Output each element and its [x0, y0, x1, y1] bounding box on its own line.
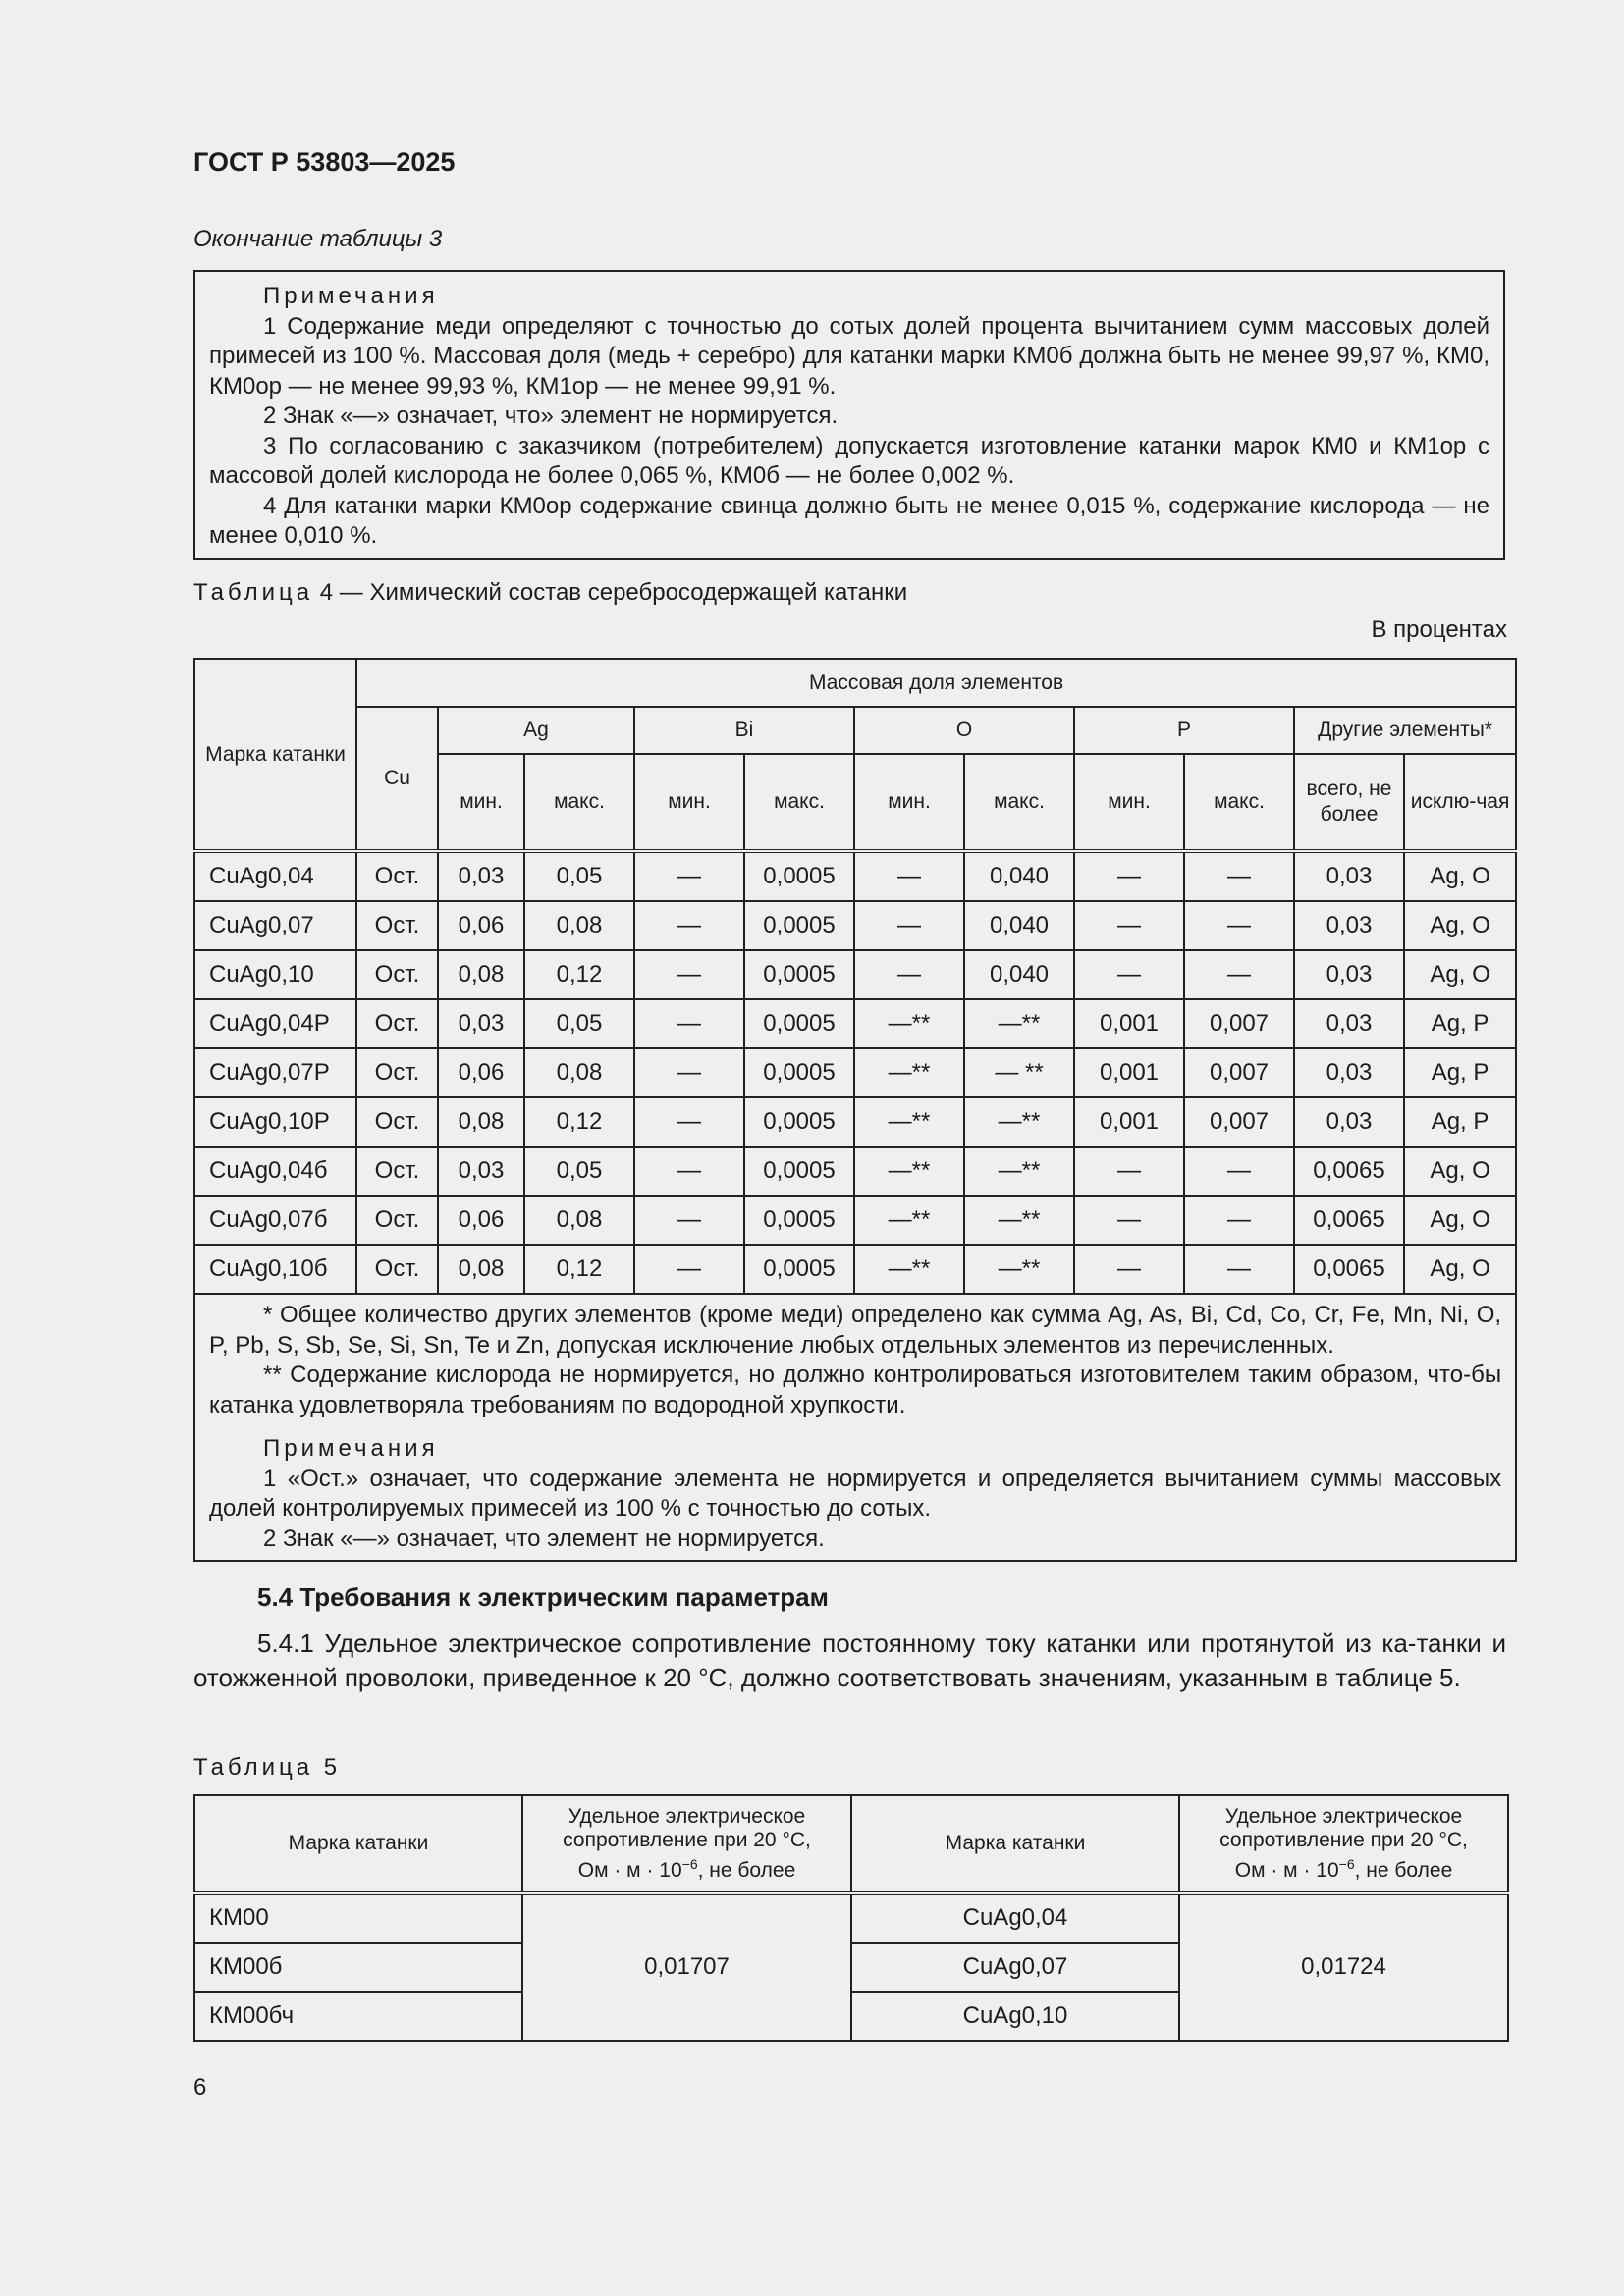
- col-header-ag: Ag: [438, 707, 634, 754]
- cell: Ост.: [356, 851, 438, 901]
- page-number: 6: [193, 2074, 207, 2101]
- cell: —: [634, 1048, 744, 1097]
- col-header-max: макс.: [744, 754, 854, 851]
- table-row: [194, 1147, 1516, 1196]
- col-header-grade: Марка катанки: [194, 1795, 522, 1893]
- cell: —: [854, 901, 964, 950]
- cell: —: [1074, 950, 1184, 999]
- cell: —: [1184, 901, 1294, 950]
- cell: Ag, P: [1404, 1048, 1516, 1097]
- cell: 0,0005: [744, 1048, 854, 1097]
- cell: 0,08: [438, 1097, 524, 1147]
- cell: —: [634, 1147, 744, 1196]
- col-header-min: мин.: [634, 754, 744, 851]
- table3-notes: [193, 270, 1505, 560]
- cell: —: [1074, 851, 1184, 901]
- cell: —: [1184, 851, 1294, 901]
- cell: —**: [964, 1196, 1074, 1245]
- cell: —: [1074, 1245, 1184, 1294]
- cell: 0,007: [1184, 999, 1294, 1048]
- unit-suffix: , не более: [697, 1858, 796, 1882]
- table-row: [194, 1097, 1516, 1147]
- note-item: 4 Для катанки марки КМ0ор содержание свинца должно быть не менее 0,015 %, содержание кислорода — не менее 0,010 %.: [209, 492, 1489, 549]
- table-row: [194, 950, 1516, 999]
- cell: 0,0005: [744, 1097, 854, 1147]
- cell: Ag, O: [1404, 1196, 1516, 1245]
- footnote: ** Содержание кислорода не нормируется, но должно контролироваться изготовителем таким образом, что-бы катанка удовлетворяла требованиям по водородной хрупкости.: [209, 1362, 1502, 1418]
- cell: 0,0005: [744, 1196, 854, 1245]
- cell: 0,12: [524, 1097, 634, 1147]
- table-continuation-label: Окончание таблицы 3: [193, 226, 443, 252]
- unit-exponent: −6: [681, 1855, 698, 1872]
- cell: 0,03: [438, 999, 524, 1048]
- table4-units: В процентах: [1371, 616, 1507, 643]
- col-header-total: всего, не более: [1294, 754, 1404, 851]
- cell: Ост.: [356, 999, 438, 1048]
- cell: 0,03: [1294, 1048, 1404, 1097]
- cell: —**: [964, 1147, 1074, 1196]
- cell: —: [1074, 1196, 1184, 1245]
- table-row: [194, 1196, 1516, 1245]
- cell-grade: CuAg0,10: [851, 1992, 1179, 2041]
- cell: —: [1184, 950, 1294, 999]
- cell: 0,001: [1074, 1048, 1184, 1097]
- cell-grade: CuAg0,10P: [194, 1097, 356, 1147]
- cell: 0,001: [1074, 1097, 1184, 1147]
- col-header-max: макс.: [964, 754, 1074, 851]
- table-row: [194, 1245, 1516, 1294]
- cell: 0,03: [438, 851, 524, 901]
- cell: —**: [854, 1097, 964, 1147]
- cell: 0,06: [438, 1196, 524, 1245]
- cell: —: [1074, 1147, 1184, 1196]
- cell: 0,001: [1074, 999, 1184, 1048]
- table4-chemical-composition: [193, 658, 1517, 1562]
- cell: Ост.: [356, 1048, 438, 1097]
- cell: 0,03: [1294, 851, 1404, 901]
- col-header-grade: Марка катанки: [194, 659, 356, 851]
- table4-footnotes: [194, 1294, 1516, 1561]
- cell-grade: CuAg0,04б: [194, 1147, 356, 1196]
- table-row: [194, 851, 1516, 901]
- cell-grade: CuAg0,07P: [194, 1048, 356, 1097]
- cell: 0,05: [524, 851, 634, 901]
- cell: Ост.: [356, 950, 438, 999]
- cell: —: [634, 1245, 744, 1294]
- cell-grade: CuAg0,04P: [194, 999, 356, 1048]
- cell: 0,08: [524, 1196, 634, 1245]
- cell: 0,05: [524, 999, 634, 1048]
- cell: 0,08: [438, 1245, 524, 1294]
- cell: —: [1184, 1245, 1294, 1294]
- cell: 0,03: [1294, 901, 1404, 950]
- table-row: [194, 1048, 1516, 1097]
- cell: Ag, P: [1404, 999, 1516, 1048]
- note-item: 3 По согласованию с заказчиком (потребителем) допускается изготовление катанки марок КМ0 и КМ1ор с массовой долей кислорода не более 0,065 %, КМ0б — не более 0,002 %.: [209, 432, 1489, 489]
- cell-grade: CuAg0,07б: [194, 1196, 356, 1245]
- cell: 0,0005: [744, 950, 854, 999]
- cell: Ост.: [356, 1147, 438, 1196]
- header-text: Удельное электрическое сопротивление при 20 °С,: [563, 1804, 811, 1851]
- cell: 0,007: [1184, 1048, 1294, 1097]
- cell: 0,08: [524, 901, 634, 950]
- cell: —: [1184, 1147, 1294, 1196]
- cell: —: [854, 950, 964, 999]
- cell: 0,08: [438, 950, 524, 999]
- cell: 0,03: [1294, 999, 1404, 1048]
- col-header-max: макс.: [524, 754, 634, 851]
- section-paragraph: 5.4.1 Удельное электрическое сопротивление постоянному току катанки или протянутой из ка-танки и отожженной проволоки, приведенное к 20 °С, должно соответствовать значениям, указанным в таблице 5.: [193, 1629, 1506, 1692]
- cell: 0,03: [438, 1147, 524, 1196]
- cell: —: [634, 950, 744, 999]
- cell-grade: КМ00: [194, 1893, 522, 1943]
- col-header-min: мин.: [438, 754, 524, 851]
- col-header-resistivity: [522, 1795, 851, 1893]
- cell: —: [1184, 1196, 1294, 1245]
- cell: 0,0065: [1294, 1245, 1404, 1294]
- unit-text: Ом · м · 10: [1234, 1858, 1339, 1882]
- col-header-min: мин.: [1074, 754, 1184, 851]
- col-header-resistivity: [1179, 1795, 1508, 1893]
- col-header-other: Другие элементы*: [1294, 707, 1516, 754]
- cell: Ост.: [356, 1097, 438, 1147]
- cell: Ag, O: [1404, 950, 1516, 999]
- col-header-p: P: [1074, 707, 1294, 754]
- table5-caption: Таблица 5: [193, 1754, 342, 1781]
- unit-text: Ом · м · 10: [577, 1858, 682, 1882]
- cell: 0,03: [1294, 950, 1404, 999]
- table-row: [194, 901, 1516, 950]
- table5-electrical-resistivity: [193, 1794, 1509, 2042]
- cell-resistivity-value: 0,01707: [522, 1893, 851, 2041]
- cell: 0,0065: [1294, 1196, 1404, 1245]
- footnote: * Общее количество других элементов (кроме меди) определено как сумма Ag, As, Bi, Cd, Co, Cr, Fe, Mn, Ni, O, P, Pb, S, Sb, Se, Si, Sn, Te и Zn, допуская исключение любых отдельных элементов из перечисленных.: [209, 1302, 1502, 1359]
- table-row: [194, 999, 1516, 1048]
- cell: Ag, O: [1404, 901, 1516, 950]
- cell: —: [634, 1097, 744, 1147]
- note-item: 2 Знак «—» означает, что» элемент не нормируется.: [263, 402, 839, 429]
- cell: —: [1074, 901, 1184, 950]
- cell-grade: CuAg0,10б: [194, 1245, 356, 1294]
- cell: 0,05: [524, 1147, 634, 1196]
- note-item: 1 «Ост.» означает, что содержание элемента не нормируется и определяется вычитанием суммы массовых долей контролируемых примесей из 100 % с точностью до сотых.: [209, 1465, 1502, 1522]
- table-row: [194, 1893, 1508, 1943]
- cell: —**: [964, 999, 1074, 1048]
- document-header: ГОСТ Р 53803—2025: [193, 147, 456, 177]
- cell: 0,08: [524, 1048, 634, 1097]
- cell: —: [854, 851, 964, 901]
- col-header-o: O: [854, 707, 1074, 754]
- cell: 0,0005: [744, 901, 854, 950]
- cell: 0,06: [438, 901, 524, 950]
- unit-suffix: , не более: [1354, 1858, 1453, 1882]
- col-header-bi: Bi: [634, 707, 854, 754]
- col-header-cu: Cu: [356, 707, 438, 851]
- cell: Ag, O: [1404, 851, 1516, 901]
- header-text: Удельное электрическое сопротивление при 20 °С,: [1219, 1804, 1468, 1851]
- cell: —**: [854, 1048, 964, 1097]
- cell: —**: [964, 1097, 1074, 1147]
- cell: 0,040: [964, 901, 1074, 950]
- cell: — **: [964, 1048, 1074, 1097]
- cell: Ост.: [356, 901, 438, 950]
- cell: Ag, O: [1404, 1245, 1516, 1294]
- cell: 0,040: [964, 851, 1074, 901]
- cell: 0,0065: [1294, 1147, 1404, 1196]
- cell-grade: КМ00бч: [194, 1992, 522, 2041]
- cell: —**: [854, 999, 964, 1048]
- cell: —**: [854, 1147, 964, 1196]
- cell-grade: CuAg0,07: [194, 901, 356, 950]
- cell: 0,0005: [744, 851, 854, 901]
- unit-exponent: −6: [1338, 1855, 1355, 1872]
- cell: —**: [854, 1196, 964, 1245]
- cell: 0,03: [1294, 1097, 1404, 1147]
- col-header-grade: Марка катанки: [851, 1795, 1179, 1893]
- cell-grade: CuAg0,07: [851, 1943, 1179, 1992]
- cell-grade: CuAg0,04: [194, 851, 356, 901]
- cell: 0,0005: [744, 1245, 854, 1294]
- cell: —**: [964, 1245, 1074, 1294]
- cell-grade: КМ00б: [194, 1943, 522, 1992]
- cell: —: [634, 901, 744, 950]
- cell: 0,12: [524, 950, 634, 999]
- cell: 0,0005: [744, 999, 854, 1048]
- cell: 0,06: [438, 1048, 524, 1097]
- col-header-mass-fraction: Массовая доля элементов: [356, 659, 1516, 707]
- cell: 0,12: [524, 1245, 634, 1294]
- notes-title: Примечания: [263, 1435, 439, 1462]
- note-item: 1 Содержание меди определяют с точностью до сотых долей процента вычитанием сумм массовых долей примесей из 100 %. Массовая доля (медь + серебро) для катанки марки КМ0б должна быть не менее 99,97 %, КМ0, КМ0ор — не менее 99,93 %, КМ1ор — не менее 99,91 %.: [209, 312, 1489, 400]
- cell: Ag, O: [1404, 1147, 1516, 1196]
- cell: Ост.: [356, 1196, 438, 1245]
- cell: —**: [854, 1245, 964, 1294]
- cell: —: [634, 1196, 744, 1245]
- note-item: 2 Знак «—» означает, что элемент не нормируется.: [263, 1524, 825, 1552]
- notes-title: Примечания: [263, 283, 439, 309]
- cell: Ag, P: [1404, 1097, 1516, 1147]
- cell-resistivity-value: 0,01724: [1179, 1893, 1508, 2041]
- cell: —: [634, 851, 744, 901]
- cell-grade: CuAg0,10: [194, 950, 356, 999]
- cell: 0,0005: [744, 1147, 854, 1196]
- table4-caption: [193, 579, 907, 607]
- table-caption-text: 4 — Химический состав серебросодержащей катанки: [313, 579, 908, 606]
- col-header-max: макс.: [1184, 754, 1294, 851]
- cell: 0,007: [1184, 1097, 1294, 1147]
- col-header-min: мин.: [854, 754, 964, 851]
- cell: —: [634, 999, 744, 1048]
- table-caption-word: Таблица: [193, 579, 314, 606]
- section-title: 5.4 Требования к электрическим параметрам: [257, 1582, 829, 1612]
- col-header-excluding: исклю-чая: [1404, 754, 1516, 851]
- cell: Ост.: [356, 1245, 438, 1294]
- cell-grade: CuAg0,04: [851, 1893, 1179, 1943]
- cell: 0,040: [964, 950, 1074, 999]
